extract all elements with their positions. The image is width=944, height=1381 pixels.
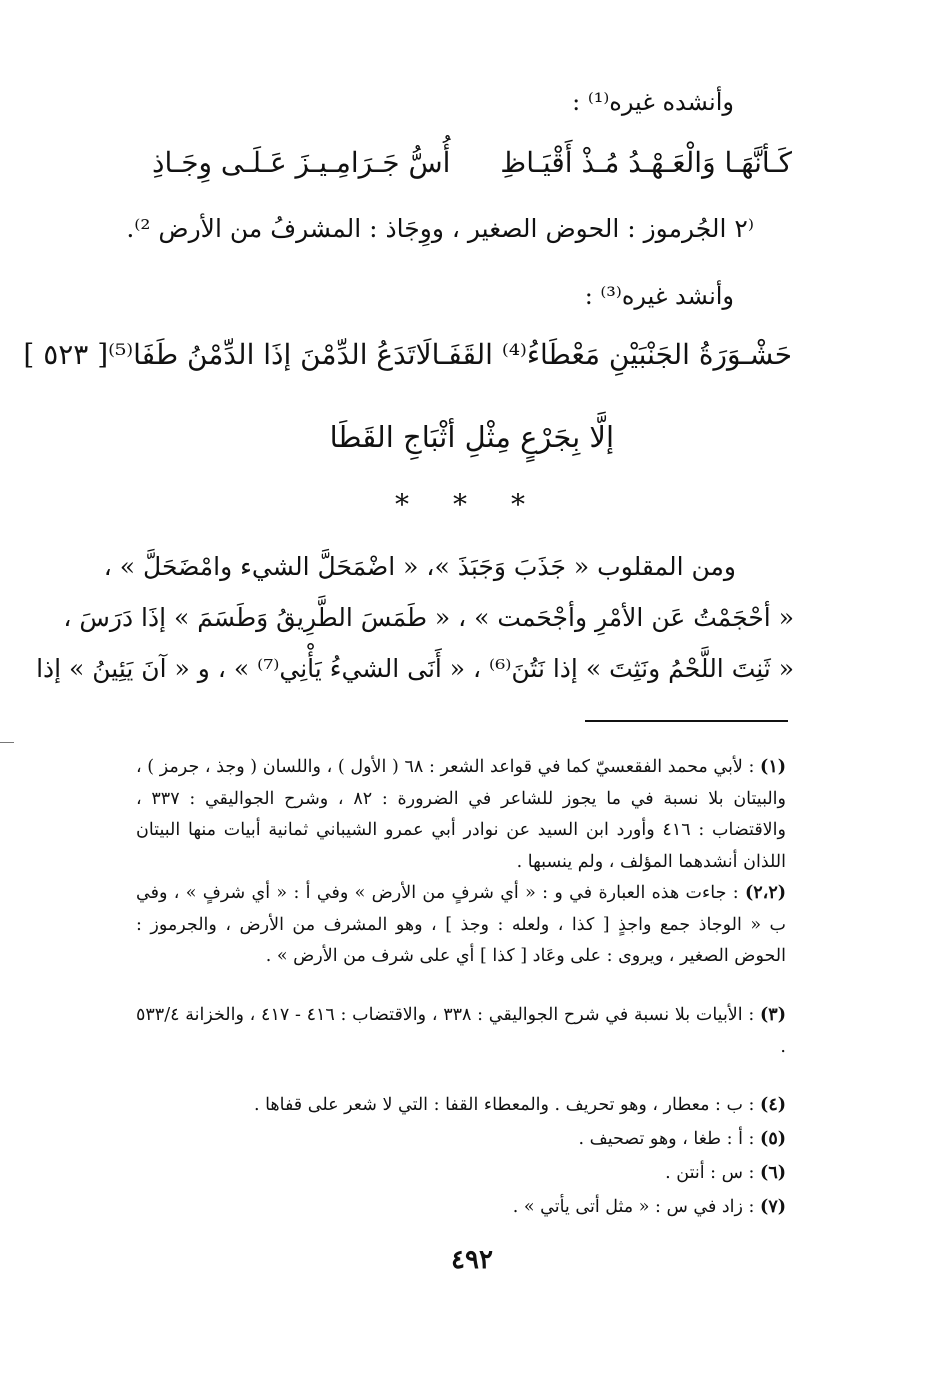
- footnote-text: : الأبيات بلا نسبة في شرح الجواليقي : ٣٣٨ ، والاقتضاب : ٤١٦ - ٤١٧ ، والخزانة ٥٣٣/٤ .: [136, 1005, 786, 1057]
- footnote: [136, 1090, 786, 1122]
- footnote: [136, 1124, 786, 1156]
- star-icon: *: [511, 488, 525, 521]
- verse-hemistich: حَشْـوَرَةُ الجَنْبَيْنِ مَعْطَاءُ⁽⁴⁾ القَفَـا: [431, 338, 792, 371]
- footnote-number: (٦): [760, 1163, 786, 1183]
- footnote-number: (٢،٢): [744, 883, 786, 903]
- footnote-number: (٥): [760, 1129, 786, 1149]
- footnote: [136, 1192, 786, 1224]
- prose-line: ومن المقلوب « جَذَبَ وَجَبَذَ »، « اضْمَحَلَّ الشيء وامْضَحَلَّ » ،: [103, 552, 736, 581]
- footnote-number: (٣): [760, 1005, 786, 1025]
- verse-hemistich: كَـأنَّهَـا وَالْعَـهْـدُ مُـذْ أَقْيَـاظِ: [500, 146, 792, 179]
- footnote-text: : س : أنتن .: [665, 1163, 755, 1183]
- verse-line: إلَّا بِجَرْعٍ مِثْلِ أثْبَاجِ القَطَا: [329, 420, 614, 454]
- footnote-number: (٤): [760, 1095, 786, 1115]
- footnote-number: (١): [760, 757, 786, 777]
- prose-line: « ثَنِتَ اللَّحْمُ ونَثِتَ » إذا نَتُنَ⁽⁶⁾ ، « أَنَى الشيءُ يَأْنِي⁽⁷⁾ » ، و « آنَ يَئِينُ » إذا: [36, 654, 794, 683]
- footnote-text: : جاءت هذه العبارة في و : « أي شرفٍ من الأرض » وفي أ : « أي شرفٍ » ، وفي ب « الوجاذ جمع واجذٍ [ كذا ، ولعله : وجذ ] ، وهو المشرف من الأرض ، والجرموز : الحوض الصغير ، ويروى : على وعَاد [ كذا ] أي على شرف من الأرض » .: [136, 883, 786, 966]
- footnote-text: : ب : معطار ، وهو تحريف . والمعطاء القفا : التي لا شعر على قفاها .: [253, 1095, 755, 1115]
- verse-line: [23, 338, 792, 371]
- verse-intro: وأنشده غيره⁽¹⁾ :: [572, 88, 734, 116]
- footnote: [136, 752, 786, 878]
- verse-hemistich: لَاتَدَعُ الدِّمْنَ إذَا الدِّمْنُ طَفَا⁽⁵⁾[ ٥٢٣ ]: [23, 338, 432, 371]
- footnote-number: (٧): [760, 1197, 786, 1217]
- verse-intro: وأنشد غيره⁽³⁾ :: [584, 282, 734, 310]
- page-number: ٤٩٢: [451, 1245, 493, 1275]
- footnote-text: : أ : طغا ، وهو تصحيف .: [578, 1129, 755, 1149]
- star-icon: *: [395, 488, 409, 521]
- footnote: [136, 878, 786, 973]
- margin-mark: [0, 742, 14, 743]
- verse-line: [152, 146, 792, 179]
- footnote-text: : لأبي محمد الفقعسيّ كما في قواعد الشعر : ٦٨ ( الأول ) ، واللسان ( وجذ ، جرمز ) ، والبيتان بلا نسبة في ما يجوز للشاعر في الضرورة : ٨٢ ، وشرح الجواليقي : ٣٣٧ ، والاقتضاب : ٤١٦ وأورد ابن السيد عن نوادر أبي عمرو الشيباني ثمانية أبيات منها البيتان اللذان أنشدهما المؤلف ، ولم ينسبها .: [136, 757, 786, 872]
- footnote-separator: [585, 720, 788, 722]
- footnote: [136, 1000, 786, 1063]
- verse-hemistich: أُسُّ جَـرَامِـيـزَ عَـلَـى وِجَـاذِ: [152, 146, 451, 179]
- section-divider: [395, 488, 525, 521]
- verse-gloss: ⁽٢ الجُرموز : الحوض الصغير ، ووِجَاذ : المشرفُ من الأرض ²⁾.: [126, 214, 754, 243]
- star-icon: *: [453, 488, 467, 521]
- footnote-text: : زاد في س : « مثل أتى يأتي » .: [512, 1197, 755, 1217]
- footnote: [136, 1158, 786, 1190]
- prose-line: « أحْجَمْتُ عَن الأمْرِ وأجْحَمت » ، « طَمَسَ الطَّرِيقُ وَطَسَمَ » إذَا دَرَسَ ،: [63, 603, 794, 632]
